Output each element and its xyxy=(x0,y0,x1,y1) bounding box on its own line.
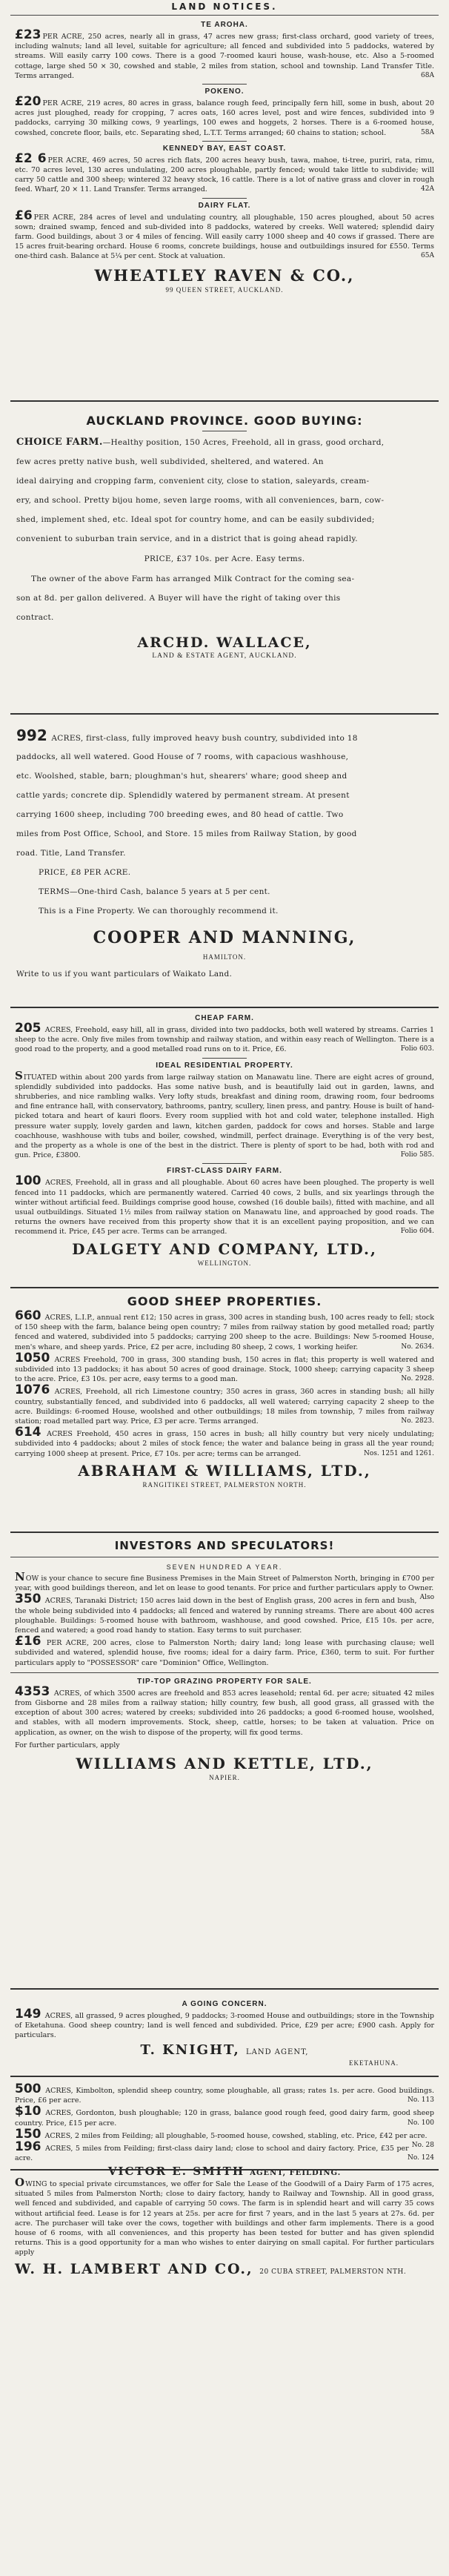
listing-lead: 1050 xyxy=(15,1350,50,1365)
divider xyxy=(6,713,443,716)
divider xyxy=(202,141,247,142)
listing-lead: 660 xyxy=(15,1308,41,1323)
listing-lead: 350 xyxy=(15,1592,41,1607)
advertiser-address: WELLINGTON. xyxy=(197,1259,252,1267)
advert-line: miles from Post Office, School, and Store. 15 miles from Railway Station, by good xyxy=(16,830,357,838)
listing-ref: 68A xyxy=(421,71,434,79)
listing-ref: No. 2634. xyxy=(401,1342,434,1351)
divider xyxy=(6,2076,443,2079)
wheatley-raven-advert xyxy=(6,18,443,399)
listing-lead: £16 xyxy=(15,1634,41,1649)
listing-ref: 58A xyxy=(421,128,434,136)
listing-ref: 65A xyxy=(421,252,434,260)
divider xyxy=(202,1163,247,1164)
advertiser-address: EKETAHUNA. xyxy=(348,2059,399,2067)
advert-line: etc. Woolshed, stable, barn; ploughman's hut, shearers' whare; good sheep and xyxy=(16,772,347,781)
listing-ref: No. 28 xyxy=(411,2142,434,2150)
divider xyxy=(6,1007,443,1010)
listing-text: PER ACRE, 200 acres, close to Palmerston North; dairy land; long lease with purchasing clause; well subdivided and watered, splendid house, five rooms; ideal for a dairy farm. Price, £360, term to suit. For further particulars apply to "POSSESSOR" care "Dominion" Office, Wellington. xyxy=(15,1639,434,1667)
listing-heading: A GOING CONCERN. xyxy=(182,2000,267,2008)
listing-text: ACRES, 5 miles from Feilding; first-class dairy land; close to school and dairy factory. Price, £35 per acre. xyxy=(15,2145,409,2163)
listing-body xyxy=(15,1173,434,1236)
listing-body xyxy=(15,27,434,81)
wallace-advert xyxy=(6,406,443,712)
advert-price: PRICE, £8 PER ACRE. xyxy=(39,868,131,877)
listing-ref: Folio 604. xyxy=(400,1228,434,1236)
advert-title: AUCKLAND PROVINCE. GOOD BUYING: xyxy=(86,414,363,428)
advert-title: INVESTORS AND SPECULATORS! xyxy=(114,1539,335,1552)
listing-heading: FIRST-CLASS DAIRY FARM. xyxy=(167,1167,282,1176)
advert-line: 992 ACRES, first-class, fully improved heavy bush country, subdivided into 18 xyxy=(16,726,358,744)
cooper-manning-advert xyxy=(6,719,443,1005)
advertiser-name: W. H. LAMBERT AND CO., 20 CUBA STREET, PALMERSTON NTH. xyxy=(15,2260,407,2277)
listing-lead: 614 xyxy=(15,1425,41,1440)
listing-ref: Folio 585. xyxy=(400,1151,434,1159)
listing-ref: Folio 603. xyxy=(400,1045,434,1053)
victor-smith-advert xyxy=(6,2080,443,2179)
listing-ref: Also xyxy=(419,1594,434,1602)
advertiser-address: RANGITIKEI STREET, PALMERSTON NORTH. xyxy=(142,1480,307,1489)
knight-advert xyxy=(6,1993,443,2074)
advert-line: ery, and school. Pretty bijou home, seven large rooms, with all conveniences, barn, cow- xyxy=(16,496,385,505)
listing-body xyxy=(15,1634,434,1668)
listing-ref: Nos. 1251 and 1261. xyxy=(364,1449,434,1457)
listing-body xyxy=(15,2007,434,2041)
listing-heading: POKENO. xyxy=(204,87,245,96)
listing-text: ACRES, Freehold, easy hill, all in grass, divided into two paddocks, both well watered by streams. Carries 1 sheep to the acre. Only five miles from township and railway station, and within easy reach of Wellington. There is a good road to the property, and a good metalled road runs on to it. Price, £6. xyxy=(15,1026,434,1054)
listing-text: ACRES Freehold, 700 in grass, 300 standing bush, 150 acres in flat; this property is well watered and subdivided into 13 paddocks; it has about 50 acres of good drainage. Stock, 1000 sheep; carrying capacity 3 sheep to the acre. Price, £3 10s. per acre, easy terms to a good man. xyxy=(15,1355,434,1384)
listing-body xyxy=(15,150,435,195)
advert-line: convenient to suburban train service, and in a district that is going ahead rapidly. xyxy=(16,534,358,543)
advertiser-address: LAND & ESTATE AGENT, AUCKLAND. xyxy=(152,652,297,660)
advert-line: This is a Fine Property. We can thoroughly recommend it. xyxy=(39,907,279,915)
listing-lead: 150 xyxy=(15,2126,41,2142)
advertiser-name: VICTOR E. SMITH AGENT, FEILDING. xyxy=(107,2165,342,2179)
listing-text: ACRES, Freehold, all rich Limestone country; 350 acres in grass, 360 acres in standing bush; all hilly country, substantially fenced, and subdivided into 6 paddocks, all well watered; carrying capacity 2 sheep to the acre. Buildings: 6-roomed House, woolshed and other outbuildings; 18 miles from township, 7 miles from railway station; road metalled part way. Price, £3 per acre. Terms arranged. xyxy=(15,1388,434,1426)
advert-line: shed, implement shed, etc. Ideal spot for country home, and can be easily subdivided; xyxy=(16,515,375,524)
section-title: LAND NOTICES. xyxy=(171,1,278,12)
listing-body xyxy=(15,1385,434,1426)
listing-ref: No. 2928. xyxy=(401,1375,434,1383)
divider xyxy=(202,84,247,85)
divider xyxy=(6,1287,443,1290)
listing-lead: £23 xyxy=(15,27,41,42)
advert-line: CHOICE FARM.—Healthy position, 150 Acres, Freehold, all in grass, good orchard, xyxy=(16,437,385,448)
listing-body xyxy=(15,1021,434,1055)
advert-title: GOOD SHEEP PROPERTIES. xyxy=(127,1294,322,1308)
listing-ref: No. 113 xyxy=(407,2096,434,2105)
listing-heading: CHEAP FARM. xyxy=(195,1014,254,1022)
listing-lead: £2 6 xyxy=(15,150,47,166)
listing xyxy=(6,1014,443,1055)
advertiser-address: NAPIER. xyxy=(209,1774,240,1782)
williams-kettle-advert xyxy=(6,1536,443,1987)
listing-body xyxy=(15,2082,434,2105)
listing-lead: O xyxy=(15,2176,25,2189)
listing-body xyxy=(15,1350,434,1385)
listing-text: ACRES, Taranaki District; 150 acres laid down in the best of English grass, 200 acres in fern and bush, the whole being subdivided into 4 paddocks; all fenced and watered by running streams. There are about 400 acres ploughable. Buildings: 5-roomed house with bathroom, washhouse, and good cowshed. Price, £15 10s. per acre, fenced and watered; a good road handy to station. Easy terms to suit purchaser. xyxy=(15,1597,434,1635)
listing-body xyxy=(15,1068,434,1161)
listing-body xyxy=(15,208,434,262)
listing-ref: No. 2823. xyxy=(401,1417,434,1426)
listing-text: PER ACRE, 250 acres, nearly all in grass, 47 acres new grass; first-class orchard, good variety of trees, including walnuts; land all level, suitable for agriculture; all fenced and subdivided into 5 paddocks, watered by streams. Will easily carry 100 cows. There is a good 7-roomed kauri house, wash-house, etc. Also a 5-roomed cottage, large shed 50 × 30, cowshed and stable, 2 miles from station, school and township. Land Transfer Title. Terms arranged. xyxy=(15,33,434,80)
listing xyxy=(6,1167,443,1236)
listing-text: PER ACRE, 469 acres, 50 acres rich flats, 200 acres heavy bush, tawa, mahoe, ti-tree, puriri, rata, rimu, etc. 70 acres level, 130 acres undulating, 200 acres ploughable, partly fenced; would take little to subdivide; will carry 50 cattle and 300 sheep; wintered 32 heavy stock, 16 cattle. There is a lot of native grass and clover in rough feed. Wharf, 20 × 11. Land Transfer. Terms arranged. xyxy=(15,156,435,194)
listing xyxy=(6,21,443,81)
listing-heading: KENNEDY BAY, EAST COAST. xyxy=(162,144,287,153)
advert-line: carrying 1600 sheep, including 700 breeding ewes, and 80 head of cattle. Two xyxy=(16,810,344,819)
listing-lead: 4353 xyxy=(15,1683,50,1699)
advertiser-name: T. KNIGHT, LAND AGENT, xyxy=(140,2042,309,2058)
listing-text: ACRES, 2 miles from Feilding; all ploughable, 5-roomed house, cowshed, stabling, etc. Price, £42 per acre. xyxy=(44,2131,428,2140)
listing-lead: 500 xyxy=(15,2082,41,2096)
listing-text: OW is your chance to secure fine Business Premises in the Main Street of Palmerston North, bringing in £700 per year, with good buildings thereon, and let on lease to good tenants. For price and further particulars apply to Owner. xyxy=(15,1575,434,1593)
divider xyxy=(6,1988,443,1991)
divider xyxy=(6,2169,443,2172)
advertiser-address: 99 QUEEN STREET, AUCKLAND. xyxy=(165,285,284,294)
listing-text: ACRES, of which 3500 acres are freehold and 853 acres leasehold; rental 6d. per acre; situated 42 miles from Gisborne and 28 miles from a railway station; hilly country, few bush, all good grass, all grassed with the exception of about 300 acres; watered by creeks; subdivided into 26 paddocks; a good 6-roomed house, woolshed, and stables, with all modern improvements. Stock, sheep, cattle, horses; to be taken at valuation. Price on application, as owner, on the wish to dispose of the property, will fix good terms. xyxy=(15,1689,434,1737)
advertiser-name: WHEATLEY RAVEN & CO., xyxy=(94,265,355,285)
listing-lead: 1076 xyxy=(15,1383,50,1398)
listing-body xyxy=(15,94,434,138)
dalgety-advert xyxy=(6,1011,443,1285)
listing-body xyxy=(15,1308,434,1352)
divider xyxy=(202,198,247,199)
listing-text: ITUATED within about 200 yards from large railway station on Manawatu line. There are eight acres of ground, splendidly subdivided into paddocks. Has some native bush, and is beautifully laid out in garden, lawns, and shrubberies, and nice rambling walks. Very lofty studs, breakfast and dining room, drawing room, four bedrooms and fine entrance hall, with conservatory, bathrooms, pantry, scullery, linen press, and pantry. House is built of hand-picked totara and heart of kauri floors. Every room supplied with hot and cold water, telephone installed. High pressure water supply, lovely garden and lawn, kitchen garden, paddock for cows and horses. Stable and large coachhouse, washhouse with tubs and boiler, cowshed, windmill, perfect drainage. Everything is of the very best, and the property as a whole is one of the best in the district. There is plenty of sport to be had, both with rod and gun. Price, £3800. xyxy=(15,1073,434,1160)
divider xyxy=(10,15,439,16)
listing xyxy=(6,87,443,138)
advert-lead: 992 xyxy=(16,726,47,744)
listing-lead: £20 xyxy=(15,94,41,110)
advert-line: road. Title, Land Transfer. xyxy=(16,849,126,858)
advertiser-name: WILLIAMS AND KETTLE, LTD., xyxy=(76,1755,373,1773)
divider xyxy=(6,1532,443,1534)
divider xyxy=(6,400,443,403)
advert-terms: TERMS—One-third Cash, balance 5 years at 5 per cent. xyxy=(39,887,270,896)
advert-price: PRICE, £37 10s. per Acre. Easy terms. xyxy=(144,554,305,563)
listing-lead: 205 xyxy=(15,1021,41,1036)
lambert-advert xyxy=(6,2173,443,2574)
listing-text: ACRES, all grassed, 9 acres ploughed, 9 paddocks; 3-roomed House and outbuildings; store in the Township of Eketahuna. Good sheep country; land is well fenced and subdivided. Price, £29 per acre; £900 cash. Apply for particulars. xyxy=(15,2012,434,2040)
advert-lead: CHOICE FARM. xyxy=(16,437,103,448)
advert-footer: For further particulars, apply xyxy=(15,1741,120,1749)
listing-text: PER ACRE, 284 acres of level and undulating country, all ploughable, 150 acres ploughed, about 50 acres sown; drained swamp, fenced and sub-divided into 8 paddocks, watered by creeks. Well watered; splendid dairy farm. Good buildings, about 3 or 4 miles of fencing. Will easily carry 1000 sheep and 40 cows if grassed. There are 15 acres fruit-bearing orchard. House 6 rooms, concrete buildings, house and outbuildings insured for £550. Terms one-third cash. Balance at 5¼ per cent. Stock at valuation. xyxy=(15,213,434,261)
listing-lead: S xyxy=(15,1068,23,1082)
listing-text: PER ACRE, 219 acres, 80 acres in grass, balance rough feed, principally fern hill, some in bush, about 20 acres just ploughed, ready for cropping, 7 acres oats, 160 acres level, post and wire fences, subdivided into 9 paddocks, carrying 30 milking cows, 9 yearlings, 100 ewes and hoggets, 2 horses. There is a 6-roomed house, cowshed, concrete floor, bails, etc. Separating shed, L.T.T. Terms arranged; 60 chains to station; school. xyxy=(15,99,434,137)
listing-body xyxy=(15,1425,434,1459)
listing-body xyxy=(15,1592,434,1635)
listing-body xyxy=(15,2178,434,2258)
advert-line: The owner of the above Farm has arranged Milk Contract for the coming sea- xyxy=(31,575,355,583)
listing-lead: 149 xyxy=(15,2007,41,2022)
advert-line: ideal dairying and cropping farm, convenient city, close to station, saleyards, cream- xyxy=(16,477,370,486)
listing-text: ACRES, L.I.P., annual rent £12; 150 acres in grass, 300 acres in standing bush, 100 acres ready to fell; stock of 150 sheep with the farm, balance being open country; 7 miles from railway station by good metalled road; partly fenced and watered, subdivided into 5 paddocks; carrying 200 sheep to the acre. Buildings: New 5-roomed House, men's whare, and sheep yards. Price, £2 per acre, including 80 sheep, 2 cows, 1 working heifer. xyxy=(15,1314,434,1351)
listing-text: ACRES, Kimbolton, splendid sheep country, some ploughable, all grass; rates 1s. per acre. Good buildings. Price, £6 per acre. xyxy=(15,2087,434,2105)
listing-ref: 42A xyxy=(421,185,434,193)
listing-text: WING to special private circumstances, we offer for Sale the Lease of the Goodwill of a Dairy Farm of 175 acres, situated 5 miles from Palmerston North; close to dairy factory, handy to Railway and Township. All in good grass, well fenced and subdivided, and capable of carrying 50 cows. The farm is in splendid heart and will carry 35 cows without artificial feed. Lease is for 12 years at 25s. per acre for first 7 years, and in the last 5 years at 27s. 6d. per acre. The purchaser will take over the cows, together with buildings and other farm implements. There is a good house of 6 rooms, with all conveniences, and this property has been tested for butter and has given splendid returns. This is a good opportunity for a man who wishes to enter dairying on small capital. For further particulars apply xyxy=(15,2180,434,2257)
divider xyxy=(10,1672,439,1673)
advertiser-address: HAMILTON. xyxy=(202,953,247,961)
listing xyxy=(6,145,443,195)
listing-heading: SEVEN HUNDRED A YEAR. xyxy=(166,1563,283,1571)
listing xyxy=(6,1062,443,1161)
advert-line: son at 8d. per gallon delivered. A Buyer will have the right of taking over this xyxy=(16,594,341,603)
advertiser-name: ARCHD. WALLACE, xyxy=(137,635,312,651)
listing-lead: £6 xyxy=(15,208,33,223)
listing-heading: IDEAL RESIDENTIAL PROPERTY. xyxy=(156,1061,293,1070)
listing-text: ACRES Freehold, 450 acres in grass, 150 acres in bush; all hilly country but very nicely undulating; subdivided into 4 paddocks; about 2 miles of stock fence; the water and balance being in grass all the year round; carrying 1000 sheep at present. Price, £7 10s. per acre; terms can be arranged. xyxy=(15,1430,434,1458)
advert-line: contract. xyxy=(16,613,54,622)
listing-ref: No. 124 xyxy=(407,2154,434,2162)
listing-heading: DAIRY FLAT. xyxy=(198,201,251,210)
advert-line: paddocks, all well watered. Good House of 7 rooms, with capacious washhouse, xyxy=(16,752,349,761)
listing-body xyxy=(15,2139,434,2163)
advertiser-name: DALGETY AND COMPANY, LTD., xyxy=(72,1239,377,1258)
listing-lead: N xyxy=(15,1570,25,1583)
listing-lead: 100 xyxy=(15,1173,41,1189)
land-notices-header xyxy=(6,0,443,16)
divider xyxy=(202,1058,247,1059)
listing-heading: TE AROHA. xyxy=(201,21,248,29)
advert-footer: Write to us if you want particulars of Waikato Land. xyxy=(16,970,233,979)
listing-body xyxy=(15,2104,434,2128)
listing-text: ACRES, Gordonton, bush ploughable; 120 in grass, balance good rough feed, good dairy farm, good sheep country. Price, £15 per acre. xyxy=(15,2109,434,2128)
advertiser-name: ABRAHAM & WILLIAMS, LTD., xyxy=(78,1461,371,1480)
listing-lead: 196 xyxy=(15,2139,41,2155)
listing xyxy=(6,202,443,262)
listing-heading: TIP-TOP GRAZING PROPERTY FOR SALE. xyxy=(137,1677,312,1686)
abraham-williams-advert xyxy=(6,1291,443,1530)
listing-ref: No. 100 xyxy=(407,2119,434,2127)
listing-text: ACRES, Freehold, all in grass and all ploughable. About 60 acres have been ploughed. The property is well fenced into 11 paddocks, which are permanently watered. Carried 40 cows, 2 bulls, and six yearlings through the winter without artificial feed. Buildings comprise good house, cowshed (16 double bails), fitted with machine, and all usual outbuildings. Situated 1½ miles from railway station on Manawatu line, and approached by good roads. The returns the owners have received from this property show that it is an excellent paying proposition, and we can recommend it. Price, £45 per acre. Terms can be arranged. xyxy=(15,1179,434,1236)
listing-lead: $10 xyxy=(15,2104,41,2119)
advert-line: cattle yards; concrete dip. Splendidly watered by permanent stream. At present xyxy=(16,791,350,800)
advertiser-name: COOPER AND MANNING, xyxy=(93,928,356,947)
listing-body xyxy=(15,1683,434,1738)
advert-line: few acres pretty native bush, well subdivided, sheltered, and watered. An xyxy=(16,457,324,466)
